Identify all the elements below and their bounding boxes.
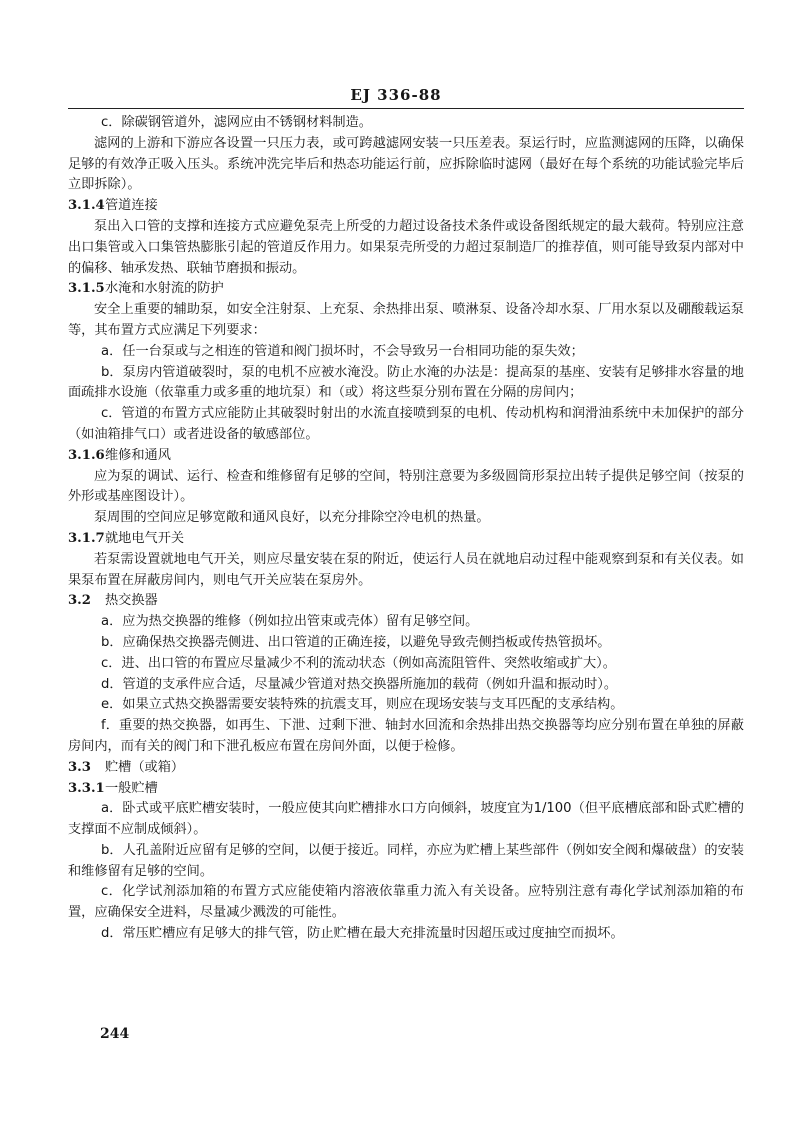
section-heading	[68, 446, 744, 467]
section-number: 3.1.5	[68, 281, 105, 297]
section-title: 贮槽（或箱）	[105, 759, 185, 775]
list-item: c．进、出口管的布置应尽量减少不利的流动状态（例如高流阻管件、突然收缩或扩大）。	[101, 655, 616, 671]
section-title: 管道连接	[105, 198, 158, 214]
body-paragraph: 滤网的上游和下游应各设置一只压力表，或可跨越滤网安装一只压差表。泵运行时，应监测滤网的压降，以确保足够的有效净正吸入压头。系统冲洗完毕后和热态功能运行前，应拆除临时滤网（最好在每个系统的功能试验完毕后立即拆除）。	[68, 135, 744, 193]
body-paragraph: 若泵需设置就地电气开关，则应尽量安装在泵的附近，使运行人员在就地启动过程中能观察到泵和有关仪表。如果泵布置在屏蔽房间内，则电气开关应装在泵房外。	[68, 551, 744, 588]
list-item: a．应为热交换器的维修（例如拉出管束或壳体）留有足够空间。	[101, 614, 479, 630]
list-item: b．泵房内管道破裂时，泵的电机不应被水淹没。防止水淹的办法是：提高泵的基座、安装有足够排水容量的地面疏排水设施（依靠重力或多重的地坑泵）和（或）将这些泵分别布置在分隔的房间内；	[68, 364, 744, 401]
body-paragraph: 安全上重要的辅助泵，如安全注射泵、上充泵、余热排出泵、喷淋泵、设备冷却水泵、厂用水泵以及硼酸载运泵等，其布置方式应满足下列要求：	[68, 302, 744, 338]
list-item: c．管道的布置方式应能防止其破裂时射出的水流直接喷到泵的电机、传动机构和润滑油系统中未加保护的部分（如油箱排气口）或者进设备的敏感部位。	[68, 406, 744, 442]
page-number: 244	[100, 1026, 130, 1042]
section-heading	[68, 758, 744, 779]
section-number: 3.1.7	[68, 530, 105, 546]
section-number: 3.2	[68, 593, 91, 609]
list-item: a．卧式或平底贮槽安装时，一般应使其向贮槽排水口方向倾斜，坡度宜为1/100（但平底槽底部和卧式贮槽的支撑面不应制成倾斜）。	[68, 801, 744, 838]
list-item: d．管道的支承件应合适，尽量减少管道对热交换器所施加的载荷（例如升温和振动时）。	[101, 676, 618, 692]
list-item: b．人孔盖附近应留有足够的空间，以便于接近。同样，亦应为贮槽上某些部件（例如安全阀和爆破盘）的安装和维修留有足够的空间。	[68, 842, 744, 879]
list-item: d．常压贮槽应有足够大的排气管，防止贮槽在最大充排流量时因超压或过度抽空而损坏。	[101, 926, 624, 942]
list-item: c．除碳钢管道外，滤网应由不锈钢材料制造。	[101, 115, 372, 130]
section-number: 3.3.1	[68, 780, 105, 796]
list-item: b．应确保热交换器壳侧进、出口管道的正确连接，以避免导致壳侧挡板或传热管损坏。	[101, 634, 611, 650]
header-rule	[68, 108, 744, 109]
list-item: a．任一台泵或与之相连的管道和阀门损坏时，不会导致另一台相同功能的泵失效；	[101, 343, 584, 359]
body-paragraph: 应为泵的调试、运行、检查和维修留有足够的空间，特别注意要为多级圆筒形泵拉出转子提供足够空间（按泵的外形或基座图设计）。	[68, 468, 744, 505]
section-title: 水淹和水射流的防护	[105, 281, 224, 297]
section-number: 3.1.4	[68, 198, 105, 214]
section-heading	[68, 779, 744, 800]
body-paragraph: 泵出入口管的支撑和连接方式应避免泵壳上所受的力超过设备技术条件或设备图纸规定的最大载荷。特别应注意出口集管或入口集管热膨胀引起的管道反作用力。如果泵壳所受的力超过泵制造厂的推荐值，则可能导致泵内部对中的偏移、轴承发热、联轴节磨损和振动。	[68, 218, 744, 276]
section-title: 就地电气开关	[105, 530, 185, 546]
body-paragraph: 泵周围的空间应足够宽敞和通风良好，以充分排除空冷电机的热量。	[94, 510, 490, 526]
list-item: c．化学试剂添加箱的布置方式应能使箱内溶液依靠重力流入有关设备。应特别注意有毒化学试剂添加箱的布置，应确保安全进料，尽量减少溅泼的可能性。	[68, 884, 744, 921]
section-heading	[68, 591, 744, 612]
section-heading	[68, 196, 744, 217]
section-heading	[68, 529, 744, 550]
list-item: f．重要的热交换器，如再生、下泄、过剩下泄、轴封水回流和余热排出热交换器等均应分别布置在单独的屏蔽房间内，而有关的阀门和下泄孔板应布置在房间外面，以便于检修。	[68, 718, 744, 754]
document-code-header: EJ 336-88	[350, 86, 442, 104]
section-title: 热交换器	[105, 593, 158, 609]
section-heading	[68, 279, 744, 300]
list-item: e．如果立式热交换器需要安装特殊的抗震支耳，则应在现场安装与支耳匹配的支承结构。	[101, 697, 624, 713]
section-number: 3.3	[68, 759, 91, 775]
section-number: 3.1.6	[68, 447, 105, 463]
page-body	[68, 113, 744, 945]
section-title: 维修和通风	[105, 447, 171, 463]
section-title: 一般贮槽	[105, 780, 158, 796]
